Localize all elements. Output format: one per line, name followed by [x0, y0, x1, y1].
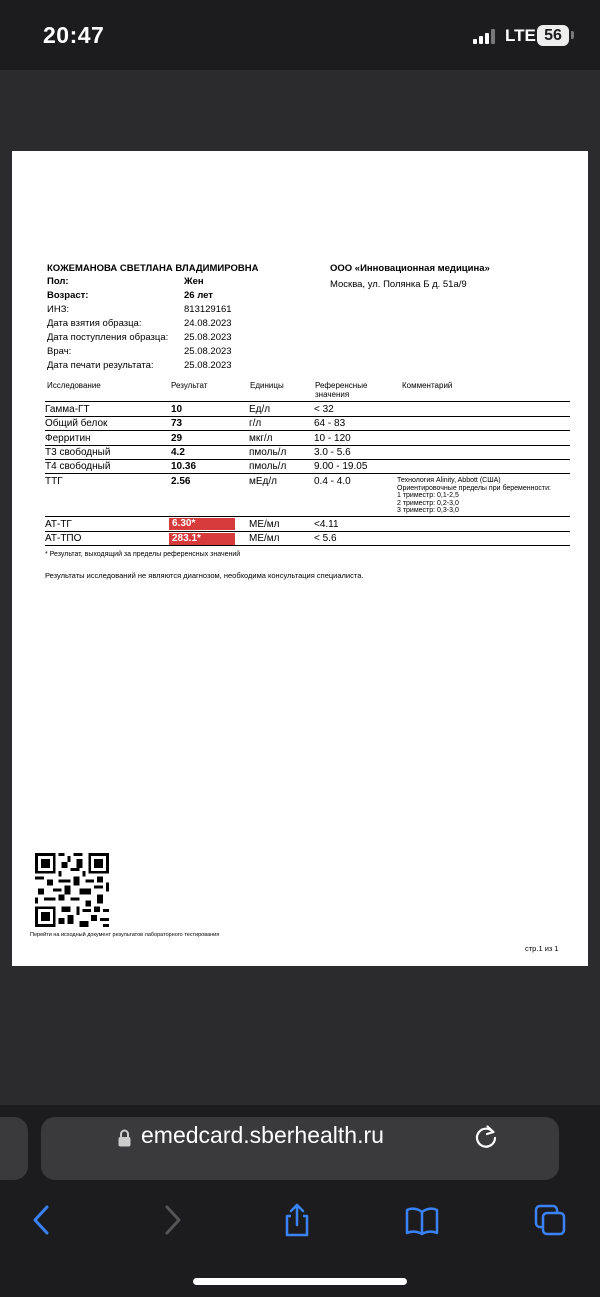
flagged-result: 6.30*	[169, 518, 235, 530]
row-units: пмоль/л	[249, 461, 287, 472]
home-indicator[interactable]	[193, 1278, 407, 1285]
row-reference: 3.0 - 5.6	[314, 447, 351, 458]
network-type: LTE	[505, 26, 536, 45]
row-units: Ед/л	[249, 404, 271, 415]
patient-name: КОЖЕМАНОВА СВЕТЛАНА ВЛАДИМИРОВНА	[47, 263, 259, 274]
row-test: Общий белок	[45, 418, 108, 429]
battery-icon: 56	[537, 25, 569, 46]
meta-value-print-date: 25.08.2023	[184, 360, 232, 371]
row-test: АТ-ТГ	[45, 519, 72, 530]
table-rule	[45, 473, 570, 474]
forward-icon[interactable]	[155, 1203, 189, 1237]
row-units: МЕ/мл	[249, 533, 280, 544]
meta-value-doctor: 25.08.2023	[184, 346, 232, 357]
meta-label-inz: ИНЗ:	[47, 304, 70, 315]
tabs-icon[interactable]	[533, 1203, 567, 1237]
row-reference: 10 - 120	[314, 433, 351, 444]
battery-tip	[571, 31, 574, 39]
share-icon[interactable]	[280, 1203, 314, 1237]
meta-value-sample-received: 25.08.2023	[184, 332, 232, 343]
table-rule	[45, 545, 570, 546]
url-text[interactable]: emedcard.sberhealth.ru	[141, 1122, 384, 1148]
meta-label-doctor: Врач:	[47, 346, 72, 357]
lab-name: ООО «Инновационная медицина»	[330, 263, 490, 274]
bookmarks-icon[interactable]	[405, 1203, 439, 1237]
meta-label-sex: Пол:	[47, 276, 69, 287]
row-test: ТТГ	[45, 476, 63, 487]
ttg-comment-line: 2 триместр: 0,2-3,0	[397, 499, 459, 507]
reload-icon[interactable]	[473, 1124, 499, 1150]
ttg-comment-line: Ориентировочные пределы при беременности:	[397, 484, 551, 492]
previous-tab-preview[interactable]	[0, 1117, 28, 1180]
row-result: 73	[171, 418, 183, 429]
table-rule	[45, 401, 570, 402]
meta-label-age: Возраст:	[47, 290, 89, 301]
meta-label-sample-taken: Дата взятия образца:	[47, 318, 142, 329]
meta-value-sex: Жен	[184, 276, 204, 287]
row-reference: <4.11	[314, 519, 339, 530]
ttg-comment-line: 3 триместр: 0,3-3,0	[397, 507, 459, 514]
status-time: 20:47	[43, 22, 105, 48]
col-header-reference-line1: Референсные	[315, 381, 368, 390]
browser-toolbar	[0, 1105, 600, 1297]
back-icon[interactable]	[25, 1203, 59, 1237]
lab-address: Москва, ул. Полянка Б д. 51а/9	[330, 279, 467, 290]
row-units: мЕд/л	[249, 476, 277, 487]
row-test: Ферритин	[45, 433, 91, 444]
row-test: АТ-ТПО	[45, 533, 82, 544]
col-header-reference-line2: значения	[315, 390, 350, 399]
ttg-comment-line: 1 триместр: 0,1-2,5	[397, 492, 459, 499]
row-reference: 64 - 83	[314, 418, 346, 429]
lock-icon	[118, 1129, 131, 1147]
disclaimer: Результаты исследований не являются диагнозом, необходима консультация специалиста.	[45, 571, 364, 580]
row-result: 10.36	[171, 461, 197, 472]
col-header-reference	[315, 381, 367, 399]
col-header-result: Результат	[171, 381, 208, 390]
page-number: стр.1 из 1	[525, 944, 559, 953]
table-rule	[45, 459, 570, 460]
row-reference: 0.4 - 4.0	[314, 476, 351, 487]
footnote: * Результат, выходящий за пределы референсных значений	[45, 551, 241, 558]
row-result: 4.2	[171, 447, 185, 458]
ttg-comment-line: Технология Alinity, Abbott (США)	[397, 477, 501, 484]
qr-caption: Перейти на исходный документ результатов лабораторного тестирования	[30, 932, 220, 938]
ttg-comment	[397, 477, 577, 515]
table-rule	[45, 445, 570, 446]
row-test: Гамма-ГТ	[45, 404, 90, 415]
row-units: МЕ/мл	[249, 519, 280, 530]
row-units: мкг/л	[249, 433, 273, 444]
meta-value-sample-taken: 24.08.2023	[184, 318, 232, 329]
row-units: г/л	[249, 418, 262, 429]
row-test: Т3 свободный	[45, 447, 111, 458]
row-result: 10	[171, 404, 183, 415]
col-header-units: Единицы	[250, 381, 284, 390]
row-result: 2.56	[171, 476, 191, 487]
signal-icon	[473, 29, 495, 44]
table-rule	[45, 416, 570, 417]
status-bar	[0, 0, 600, 70]
lab-report-page	[12, 151, 588, 966]
row-test: Т4 свободный	[45, 461, 111, 472]
row-result: 29	[171, 433, 183, 444]
row-reference: < 32	[314, 404, 334, 415]
table-rule	[45, 516, 570, 517]
qr-code[interactable]	[35, 853, 109, 927]
meta-label-sample-received: Дата поступления образца:	[47, 332, 169, 343]
meta-value-age: 26 лет	[184, 290, 213, 301]
table-rule	[45, 531, 570, 532]
flagged-result: 283.1*	[169, 533, 235, 545]
col-header-comment: Комментарий	[402, 381, 453, 390]
meta-value-inz: 813129161	[184, 304, 232, 315]
row-units: пмоль/л	[249, 447, 287, 458]
row-reference: 9.00 - 19.05	[314, 461, 368, 472]
table-rule	[45, 430, 570, 431]
row-reference: < 5.6	[314, 533, 337, 544]
meta-label-print-date: Дата печати результата:	[47, 360, 154, 371]
col-header-test: Исследование	[47, 381, 101, 390]
